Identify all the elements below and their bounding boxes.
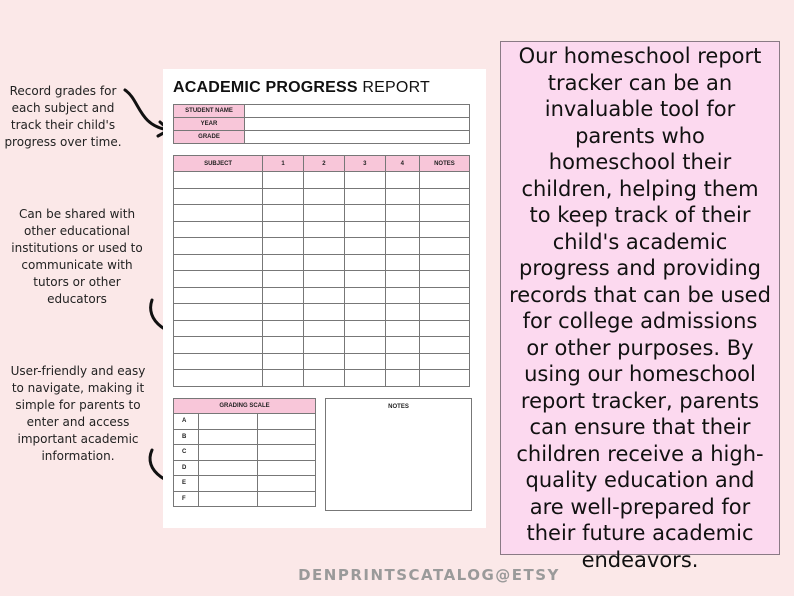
grade-letter: F [174, 491, 199, 507]
table-row [174, 254, 470, 271]
grade-cell[interactable] [263, 304, 304, 321]
grade-cell[interactable] [263, 221, 304, 238]
grading-scale-row [174, 476, 316, 492]
grading-scale-row [174, 491, 316, 507]
grade-range-cell[interactable] [257, 476, 316, 492]
grade-cell[interactable] [304, 188, 345, 205]
grade-cell[interactable] [419, 271, 469, 288]
grade-cell[interactable] [174, 337, 263, 354]
subject-column-header: NOTES [419, 156, 469, 172]
grade-cell[interactable] [174, 205, 263, 222]
grade-cell[interactable] [385, 188, 419, 205]
grade-cell[interactable] [385, 254, 419, 271]
subject-column-header: SUBJECT [174, 156, 263, 172]
grade-cell[interactable] [419, 188, 469, 205]
grade-cell[interactable] [304, 304, 345, 321]
grade-cell[interactable] [344, 337, 385, 354]
grade-cell[interactable] [344, 304, 385, 321]
notes-header: NOTES [388, 404, 409, 410]
shop-footer: DENPRINTSCATALOG@ETSY [298, 566, 560, 584]
table-row [174, 205, 470, 222]
grade-cell[interactable] [304, 337, 345, 354]
grade-cell[interactable] [174, 221, 263, 238]
grade-cell[interactable] [385, 172, 419, 189]
grade-cell[interactable] [174, 320, 263, 337]
grade-range-cell[interactable] [199, 429, 258, 445]
grade-letter: A [174, 414, 199, 430]
grade-cell[interactable] [419, 370, 469, 387]
grade-range-cell[interactable] [199, 476, 258, 492]
grade-range-cell[interactable] [257, 445, 316, 461]
grade-cell[interactable] [174, 271, 263, 288]
grade-cell[interactable] [304, 271, 345, 288]
report-title: ACADEMIC PROGRESS REPORT [173, 79, 431, 96]
grade-cell[interactable] [385, 271, 419, 288]
info-value-field[interactable] [245, 105, 470, 118]
grade-cell[interactable] [174, 370, 263, 387]
grade-cell[interactable] [304, 254, 345, 271]
grade-cell[interactable] [304, 287, 345, 304]
info-value-field[interactable] [245, 131, 470, 144]
grade-cell[interactable] [263, 353, 304, 370]
grade-cell[interactable] [419, 172, 469, 189]
description-panel [500, 41, 780, 572]
grade-cell[interactable] [304, 353, 345, 370]
annotation-shareable: Can be shared with other educational institutions or used to communicate with tutors or other educators [11, 207, 143, 306]
grade-cell[interactable] [263, 271, 304, 288]
table-row [174, 370, 470, 387]
grade-cell[interactable] [419, 205, 469, 222]
grade-cell[interactable] [304, 370, 345, 387]
subject-column-header: 1 [263, 156, 304, 172]
subject-grades-table [173, 155, 470, 387]
grade-cell[interactable] [344, 353, 385, 370]
info-label: STUDENT NAME [174, 105, 245, 118]
grade-cell[interactable] [263, 337, 304, 354]
grade-cell[interactable] [385, 287, 419, 304]
grade-cell[interactable] [174, 188, 263, 205]
grade-range-cell[interactable] [199, 414, 258, 430]
grade-range-cell[interactable] [199, 460, 258, 476]
subject-column-header: 2 [304, 156, 345, 172]
grade-range-cell[interactable] [257, 414, 316, 430]
grade-letter: B [174, 429, 199, 445]
annotation-user-friendly: User-friendly and easy to navigate, making it simple for parents to enter and access important academic information. [10, 364, 146, 463]
notes-box [325, 398, 472, 511]
grade-cell[interactable] [263, 238, 304, 255]
table-row [174, 172, 470, 189]
table-row [174, 271, 470, 288]
grade-cell[interactable] [385, 320, 419, 337]
grade-letter: C [174, 445, 199, 461]
annotation-record-grades: Record grades for each subject and track their child's progress over time. [4, 84, 122, 149]
grade-cell[interactable] [385, 221, 419, 238]
table-row [174, 287, 470, 304]
subject-column-header: 4 [385, 156, 419, 172]
grade-cell[interactable] [385, 238, 419, 255]
table-row [174, 221, 470, 238]
grade-cell[interactable] [174, 353, 263, 370]
grade-cell[interactable] [344, 238, 385, 255]
grade-range-cell[interactable] [257, 429, 316, 445]
grade-cell[interactable] [344, 370, 385, 387]
grade-cell[interactable] [304, 238, 345, 255]
description-text: Our homeschool report tracker can be an invaluable tool for parents who homeschool their children, helping them to keep track of their child's academic progress and providing records that can be used for college admissions or other purposes. By using our homeschool report tracker, parents can ensure that their children receive a high-quality education and are well-prepared for their future academic endeavors. [509, 44, 771, 572]
grade-cell[interactable] [304, 172, 345, 189]
grade-range-cell[interactable] [257, 460, 316, 476]
report-sheet [163, 69, 486, 528]
grade-cell[interactable] [419, 221, 469, 238]
grade-cell[interactable] [419, 254, 469, 271]
table-row [174, 320, 470, 337]
grade-cell[interactable] [344, 188, 385, 205]
grading-scale-row [174, 414, 316, 430]
grading-scale-header: GRADING SCALE [174, 399, 316, 414]
grading-scale-row [174, 445, 316, 461]
grade-cell[interactable] [263, 370, 304, 387]
grade-range-cell[interactable] [199, 491, 258, 507]
grade-cell[interactable] [344, 172, 385, 189]
grade-cell[interactable] [344, 205, 385, 222]
grade-cell[interactable] [174, 238, 263, 255]
grade-cell[interactable] [385, 337, 419, 354]
grading-scale-table [173, 398, 316, 507]
table-row [174, 238, 470, 255]
grade-letter: E [174, 476, 199, 492]
grade-cell[interactable] [344, 320, 385, 337]
table-row [174, 337, 470, 354]
grade-cell[interactable] [385, 370, 419, 387]
grade-cell[interactable] [419, 353, 469, 370]
grade-cell[interactable] [263, 320, 304, 337]
grade-letter: D [174, 460, 199, 476]
info-label: YEAR [174, 118, 245, 131]
grade-cell[interactable] [263, 254, 304, 271]
grade-cell[interactable] [304, 320, 345, 337]
grade-cell[interactable] [263, 188, 304, 205]
subject-column-header: 3 [344, 156, 385, 172]
grade-cell[interactable] [263, 205, 304, 222]
table-row [174, 353, 470, 370]
grade-cell[interactable] [304, 221, 345, 238]
grade-range-cell[interactable] [199, 445, 258, 461]
grade-cell[interactable] [385, 353, 419, 370]
grade-cell[interactable] [419, 304, 469, 321]
grade-cell[interactable] [344, 271, 385, 288]
grade-cell[interactable] [419, 320, 469, 337]
grade-cell[interactable] [419, 287, 469, 304]
table-row [174, 304, 470, 321]
grade-cell[interactable] [304, 205, 345, 222]
grade-cell[interactable] [263, 172, 304, 189]
student-info-table [173, 104, 470, 144]
grade-cell[interactable] [344, 287, 385, 304]
info-row [174, 131, 470, 144]
info-row [174, 118, 470, 131]
info-label: GRADE [174, 131, 245, 144]
grade-cell[interactable] [174, 287, 263, 304]
grade-cell[interactable] [419, 337, 469, 354]
table-row [174, 188, 470, 205]
grading-scale-row [174, 429, 316, 445]
grade-cell[interactable] [344, 221, 385, 238]
info-row [174, 105, 470, 118]
grading-scale-row [174, 460, 316, 476]
grade-cell[interactable] [174, 254, 263, 271]
grade-range-cell[interactable] [257, 491, 316, 507]
grade-cell[interactable] [344, 254, 385, 271]
grade-cell[interactable] [419, 238, 469, 255]
grade-cell[interactable] [385, 205, 419, 222]
info-value-field[interactable] [245, 118, 470, 131]
grade-cell[interactable] [263, 287, 304, 304]
grade-cell[interactable] [385, 304, 419, 321]
grade-cell[interactable] [174, 304, 263, 321]
grade-cell[interactable] [174, 172, 263, 189]
